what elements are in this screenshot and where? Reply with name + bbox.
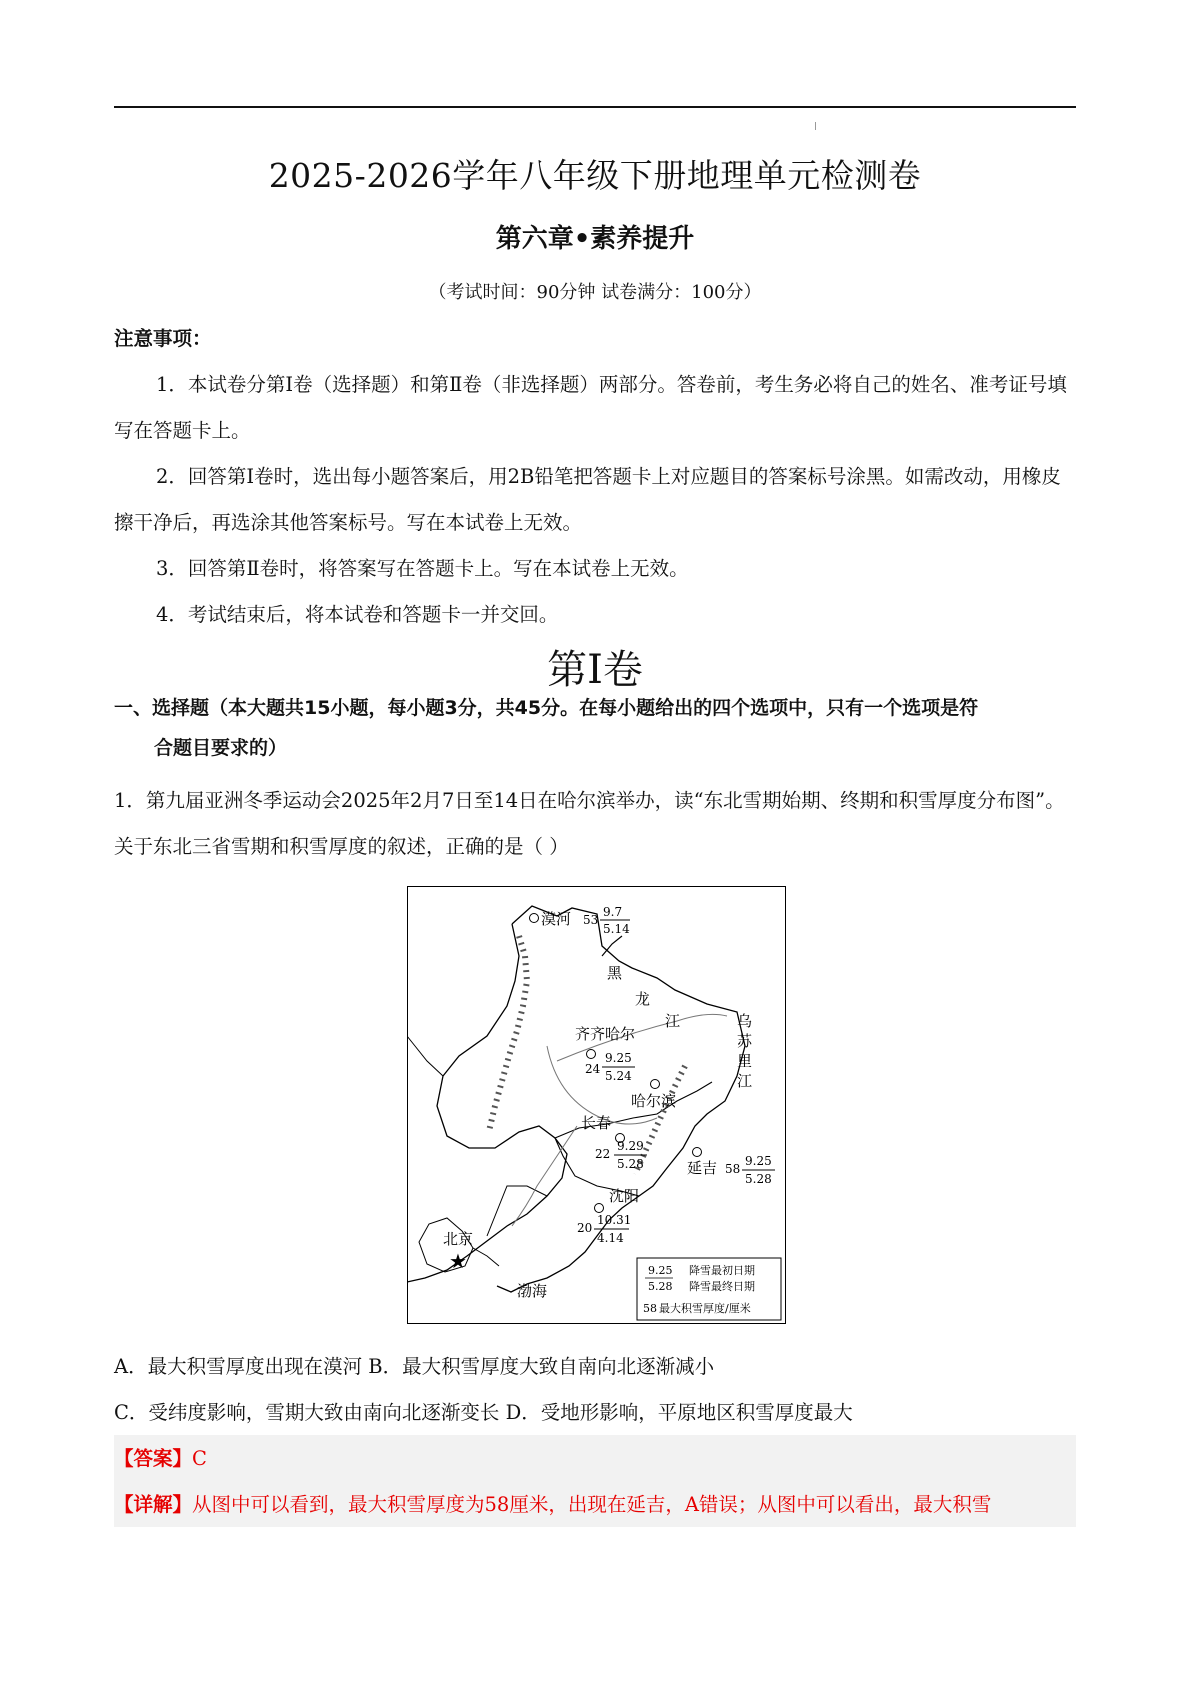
- mohe-marker: [530, 914, 539, 923]
- note-item-1: 1．本试卷分第Ⅰ卷（选择题）和第Ⅱ卷（非选择题）两部分。答卷前，考生务必将自己的姓名、准考证号填写在答题卡上。: [114, 373, 1067, 442]
- harbin-marker: [651, 1080, 660, 1089]
- legend-depth-text: 最大积雪厚度/厘米: [659, 1302, 751, 1315]
- legend-end-sample: 5.28: [648, 1280, 673, 1293]
- exam-meta: （考试时间：90分钟 试卷满分：100分）: [428, 282, 762, 303]
- question-1-stem: 1．第九届亚洲冬季运动会2025年2月7日至14日在哈尔滨举办，读“东北雪期始期、终期和积雪厚度分布图”。关于东北三省雪期和积雪厚度的叙述，正确的是（ ）: [114, 789, 1065, 858]
- answer-value: C: [192, 1447, 207, 1470]
- question-1-options-ab: A．最大积雪厚度出现在漠河 B．最大积雪厚度大致自南向北逐渐减小: [114, 1355, 715, 1378]
- section-heading: [114, 688, 1076, 768]
- detail-text: 从图中可以看到，最大积雪厚度为58厘米，出现在延吉，A错误；从图中可以看出，最大积雪: [192, 1493, 992, 1516]
- yanji-marker: [693, 1148, 702, 1157]
- wusuli-label-2: 苏: [737, 1032, 753, 1050]
- shenyang-end: 4.14: [597, 1231, 624, 1245]
- detail-line: [114, 1482, 1076, 1528]
- header-tick-mark: [815, 122, 816, 130]
- harbin-label: 哈尔滨: [631, 1092, 677, 1110]
- yanji-end: 5.28: [745, 1172, 772, 1186]
- wusuli-label-1: 乌: [737, 1012, 753, 1030]
- section-heading-line-2: 合题目要求的）: [154, 737, 288, 759]
- yanji-label: 延吉: [687, 1159, 718, 1177]
- mohe-label: 漠河: [541, 910, 572, 928]
- shenyang-marker: [595, 1204, 604, 1213]
- wusuli-label-3: 里: [737, 1052, 753, 1070]
- snow-distribution-map: [407, 886, 786, 1324]
- changchun-depth: 22: [595, 1147, 611, 1161]
- answer-label: 【答案】: [114, 1447, 193, 1470]
- header-rule: [114, 106, 1076, 108]
- shenyang-start: 10.31: [597, 1213, 632, 1227]
- river-label-jiang: 江: [665, 1012, 681, 1030]
- answer-line: [114, 1436, 1076, 1482]
- beijing-label: 北京: [443, 1230, 474, 1248]
- mohe-end: 5.14: [603, 922, 630, 936]
- shenyang-depth: 20: [577, 1221, 593, 1235]
- legend-depth-sample: 58: [643, 1302, 657, 1315]
- yanji-depth: 58: [725, 1162, 741, 1176]
- wusuli-label-4: 江: [737, 1072, 753, 1090]
- changchun-start: 9.29: [617, 1139, 644, 1153]
- beijing-star-icon: ★: [449, 1249, 467, 1273]
- note-item-3: 3．回答第Ⅱ卷时，将答案写在答题卡上。写在本试卷上无效。: [156, 557, 689, 580]
- legend-start-text: 降雪最初日期: [689, 1264, 755, 1277]
- qiqihar-marker: [587, 1050, 596, 1059]
- note-item-4: 4．考试结束后，将本试卷和答题卡一并交回。: [156, 603, 559, 626]
- legend-end-text: 降雪最终日期: [689, 1280, 755, 1293]
- river-label-long: 龙: [635, 990, 651, 1008]
- section-heading-line-1: 一、选择题（本大题共15小题，每小题3分，共45分。在每小题给出的四个选项中，只有一个选项是符: [114, 697, 979, 719]
- yanji-start: 9.25: [745, 1154, 772, 1168]
- note-item-2: 2．回答第Ⅰ卷时，选出每小题答案后，用2B铅笔把答题卡上对应题目的答案标号涂黑。如需改动，用橡皮擦干净后，再选涂其他答案标号。写在本试卷上无效。: [114, 465, 1061, 534]
- volume-heading: 第Ⅰ卷: [547, 647, 643, 693]
- qiqihar-label: 齐齐哈尔: [575, 1025, 636, 1043]
- legend-start-sample: 9.25: [648, 1264, 673, 1277]
- changchun-end: 5.28: [617, 1157, 644, 1171]
- qiqihar-end: 5.24: [605, 1069, 632, 1083]
- page-title: 2025-2026学年八年级下册地理单元检测卷: [268, 156, 922, 195]
- chapter-subtitle: 第六章•素养提升: [495, 224, 695, 254]
- notes-heading: 注意事项：: [114, 327, 212, 350]
- river-label-hei: 黑: [607, 964, 623, 982]
- shenyang-label: 沈阳: [609, 1187, 640, 1205]
- changchun-label: 长春: [581, 1114, 612, 1132]
- bohai-label: 渤海: [517, 1282, 548, 1300]
- question-1-options-cd: C．受纬度影响，雪期大致由南向北逐渐变长 D．受地形影响，平原地区积雪厚度最大: [114, 1401, 853, 1424]
- map-legend: [637, 1258, 781, 1320]
- mohe-start: 9.7: [603, 905, 623, 919]
- detail-label: 【详解】: [114, 1493, 193, 1516]
- qiqihar-start: 9.25: [605, 1051, 632, 1065]
- qiqihar-depth: 24: [585, 1062, 601, 1076]
- mohe-depth: 53: [583, 913, 599, 927]
